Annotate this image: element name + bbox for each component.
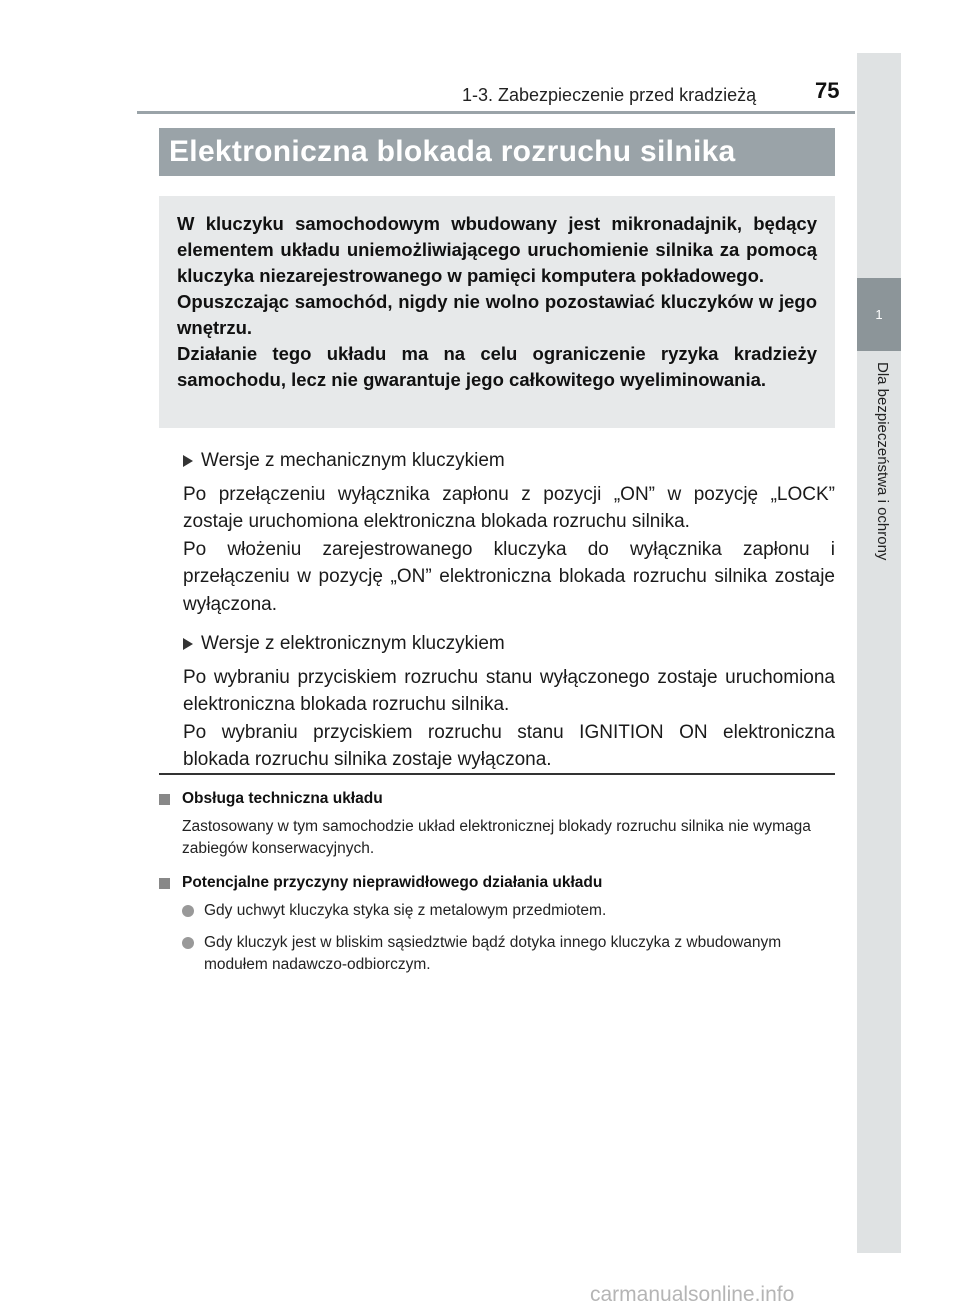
list-item — [182, 932, 835, 976]
intro-paragraph-3: Działanie tego układu ma na celu ograniczenie ryzyka kradzieży samochodu, lecz nie gwarantuje jego całkowitego wyeliminowania. — [177, 343, 817, 390]
variant-heading-electronic — [183, 630, 835, 658]
triangle-bullet-icon — [183, 455, 193, 467]
dot-bullet-icon — [182, 937, 194, 949]
chapter-tab: 1 — [857, 278, 901, 351]
note-text-maintenance: Zastosowany w tym samochodzie układ elektronicznej blokady rozruchu silnika nie wymaga zabiegów konserwacyjnych. — [182, 818, 811, 857]
chapter-label: Dla bezpieczeństwa i ochrony — [874, 362, 891, 561]
note-heading-maintenance — [159, 788, 835, 810]
note-heading-malfunction — [159, 872, 835, 894]
watermark: carmanualsonline.info — [590, 1283, 795, 1306]
variant-mechanical-paragraph-2: Po włożeniu zarejestrowanego kluczyka do wyłącznika zapłonu i przełączeniu w pozycję „ON” elektroniczna blokada rozruchu silnika zostaje wyłączona. — [183, 538, 835, 615]
variant-electronic-paragraph-2: Po wybraniu przyciskiem rozruchu stanu IGNITION ON elektroniczna blokada rozruchu silnika zostaje wyłączona. — [183, 721, 835, 770]
intro-box — [159, 196, 835, 428]
header-rule — [137, 111, 855, 114]
list-item-text: Gdy uchwyt kluczyka styka się z metalowym przedmiotem. — [204, 902, 607, 919]
intro-paragraph-2: Opuszczając samochód, nigdy nie wolno pozostawiać kluczyków w jego wnętrzu. — [177, 291, 817, 338]
dot-bullet-icon — [182, 905, 194, 917]
variant-heading-mechanical — [183, 447, 835, 475]
variant-heading-label: Wersje z elektronicznym kluczykiem — [201, 633, 505, 654]
list-item — [182, 900, 835, 922]
section-divider — [159, 773, 835, 775]
variant-electronic-paragraph-1: Po wybraniu przyciskiem rozruchu stanu wyłączonego zostaje uruchomiona elektroniczna blokada rozruchu silnika. — [183, 666, 835, 715]
notes-section — [159, 788, 835, 986]
running-header: 1-3. Zabezpieczenie przed kradzieżą — [462, 85, 757, 105]
note-heading-label: Obsługa techniczna układu — [182, 790, 383, 807]
note-heading-label: Potencjalne przyczyny nieprawidłowego działania układu — [182, 874, 603, 891]
variant-mechanical-paragraph-1: Po przełączeniu wyłącznika zapłonu z pozycji „ON” w pozycję „LOCK” zostaje uruchomiona elektroniczna blokada rozruchu silnika. — [183, 483, 835, 532]
triangle-bullet-icon — [183, 638, 193, 650]
main-content — [183, 447, 835, 774]
side-band — [857, 53, 901, 1253]
square-bullet-icon — [159, 878, 170, 889]
intro-paragraph-1: W kluczyku samochodowym wbudowany jest mikronadajnik, będący elementem układu uniemożliwiającego uruchomienie silnika za pomocą kluczyka niezarejestrowanego w pamięci komputera pokładowego. — [177, 213, 817, 286]
variant-heading-label: Wersje z mechanicznym kluczykiem — [201, 450, 505, 471]
square-bullet-icon — [159, 794, 170, 805]
list-item-text: Gdy kluczyk jest w bliskim sąsiedztwie bądź dotyka innego kluczyka z wbudowanym modułem nadawczo-odbiorczym. — [204, 934, 782, 973]
section-title: Elektroniczna blokada rozruchu silnika — [159, 128, 835, 176]
page-number: 75 — [815, 78, 840, 103]
